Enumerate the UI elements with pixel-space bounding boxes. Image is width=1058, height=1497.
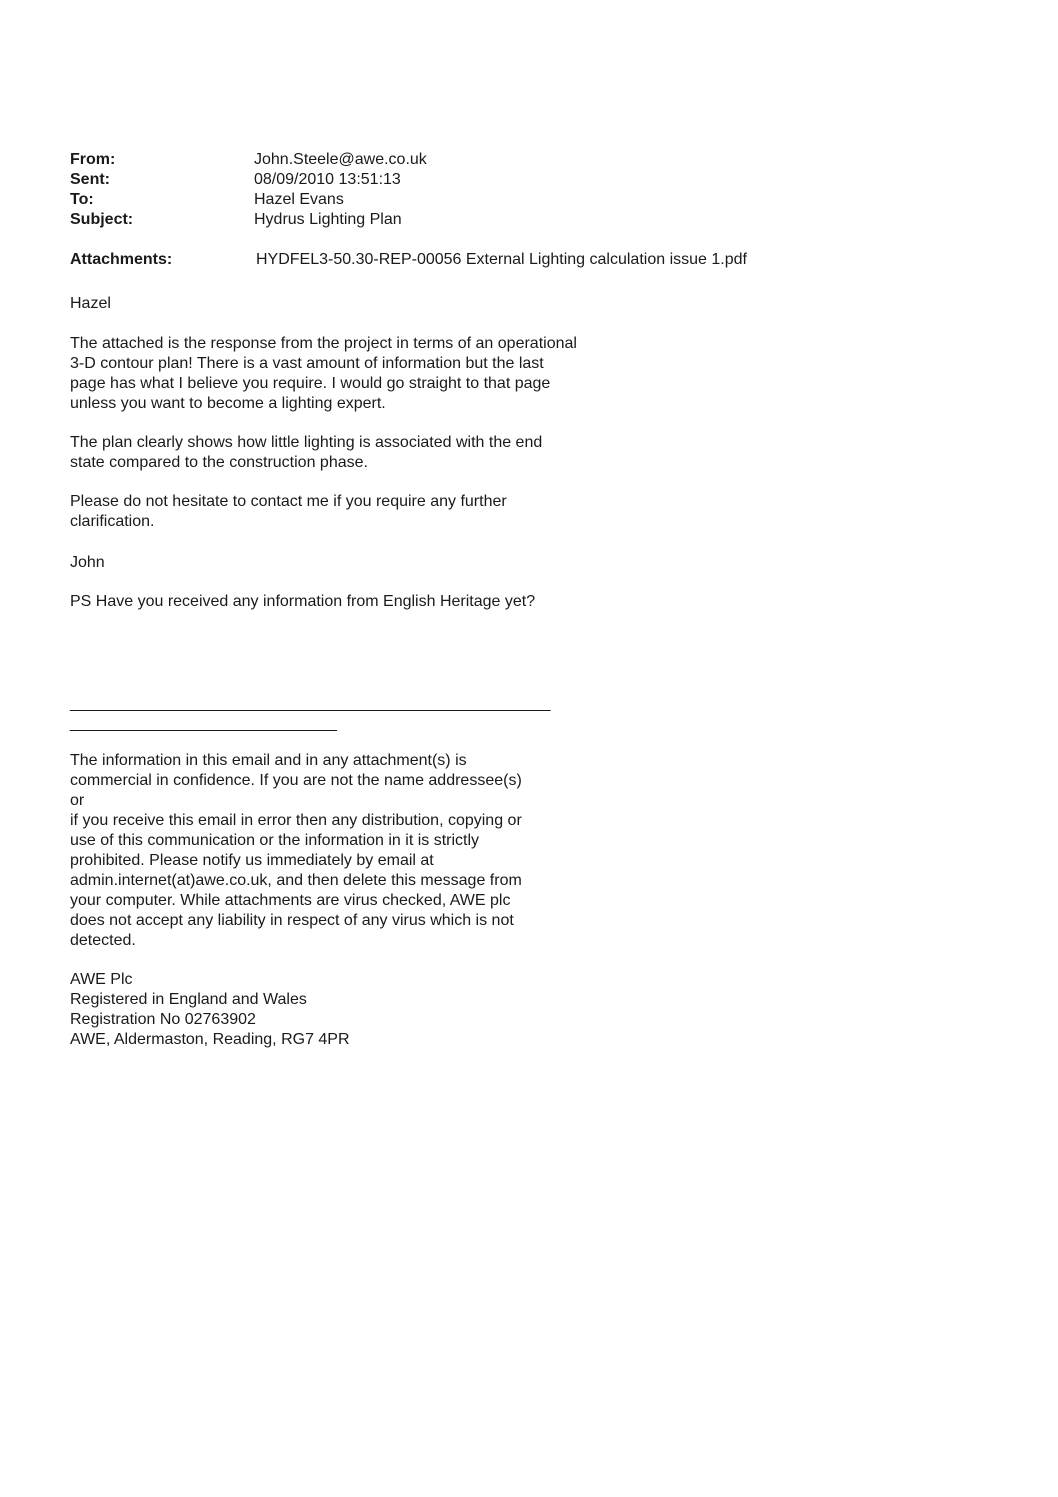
to-label: To:: [70, 191, 94, 208]
signoff: John: [70, 554, 105, 571]
body-paragraph-1: The attached is the response from the project in terms of an operational 3-D contour plan! There is a vast amount of information but the last page has what I believe you require. I would go straight to that page unless you want to become a lighting expert.: [70, 335, 577, 412]
body-paragraph-3: Please do not hesitate to contact me if you require any further clarification.: [70, 493, 507, 530]
attachments-label: Attachments:: [70, 251, 173, 268]
subject-label: Subject:: [70, 211, 134, 228]
postscript: PS Have you received any information from English Heritage yet?: [70, 593, 536, 610]
company-details: AWE Plc Registered in England and Wales Registration No 02763902 AWE, Aldermaston, Reading, RG7 4PR: [70, 971, 350, 1048]
confidentiality-disclaimer: The information in this email and in any attachment(s) is commercial in confidence. If you are not the name addressee(s) or if you receive this email in error then any distribution, copying or use of this communication or the information in it is strictly prohibited. Please notify us immediately by email at admin.internet(at)awe.co.uk, and then delete this message from your computer. While attachments are virus checked, AWE plc does not accept any liability in respect of any virus which is not detected.: [70, 752, 522, 949]
from-value: John.Steele@awe.co.uk: [254, 151, 427, 168]
greeting: Hazel: [70, 295, 111, 312]
body-paragraph-2: The plan clearly shows how little lighting is associated with the end state compared to the construction phase.: [70, 434, 543, 471]
sent-label: Sent:: [70, 171, 110, 188]
separator-line-2: ______________________________: [70, 715, 337, 732]
to-value: Hazel Evans: [254, 191, 344, 208]
sent-value: 08/09/2010 13:51:13: [254, 171, 401, 188]
attachment-filename: HYDFEL3-50.30-REP-00056 External Lighting calculation issue 1.pdf: [256, 251, 747, 268]
separator-line-1: ______________________________________________________: [70, 695, 551, 712]
from-label: From:: [70, 151, 116, 168]
subject-value: Hydrus Lighting Plan: [254, 211, 402, 228]
